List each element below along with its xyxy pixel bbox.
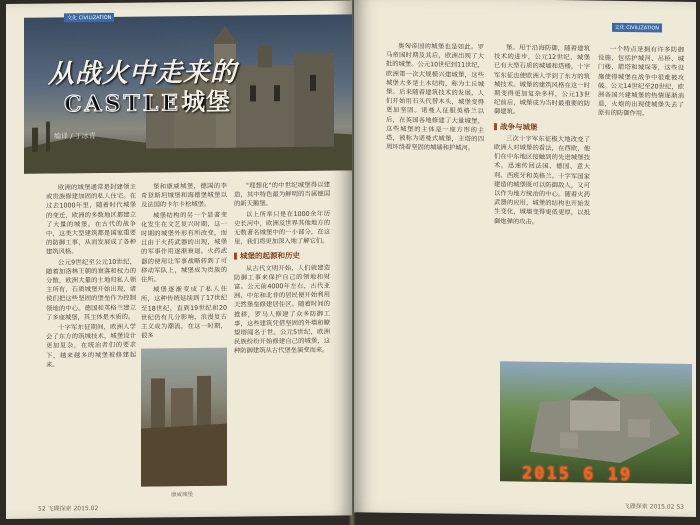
date-stamp: 2015 6 19 [522,463,633,486]
page-folio-right: 飞碟探索 2015.02 53 [623,502,684,511]
paragraph: 城堡结构的另一个显著变化发生在文艺复兴时期，这一时期的城堡外形有所改变，而且由于火药武器的出现，城堡的军事作用逐渐衰退。火药武器的使用让军事战略转到了可移动军队上，城堡成为贵族的住所。 [141,211,227,284]
paragraph: 欧洲的城堡通常是封建领主或贵族修建加固的私人住宅。在过去1000年里，随着时代城堡的变迁，欧洲的多数地区都建立了大量的城堡。在古代的战争中，这类大型建筑都是国家重要的防御工事，从而发展成了各种建筑风格。 [46,183,136,257]
left-column-2 [141,182,227,342]
article-title-line1: 从战火中走来的 [48,57,238,90]
right-column-2 [494,43,590,228]
paragraph: 从古代文明开始，人们就建造防御工事来保护自己的领地和财富。公元前4000年左右，古代亚洲、中东和北非的居民便开始利用天然堡垒修建居住区。随着时间的推移，罗马人修建了众多防御工事，这些建筑凭借坚固的外墙和瞭望塔闻名于世。公元5世纪，欧洲民族纷纷开始修建自己的城堡，这种防御建筑从古代堡垒演变而来。 [234,264,330,356]
title-castle-suffix: 城堡 [181,86,232,117]
article-title-line2 [64,82,231,119]
right-magazine-page [354,0,696,517]
section-heading-war: 战争与城堡 [494,122,590,133]
paragraph: "理想化"的中世纪城堡得以建造，其中特色最为鲜明的当属德国的新天鹅堡。 [234,181,330,209]
paragraph: 堡。用于沿海防御，随着建筑技术的进步，公元12世纪，城堡已有大型石质的城墙和塔楼，十字军东征也使欧洲人学到了东方的筑城技术。城堡的建筑风格在这一时期变得更加复杂多样，公元13世纪前后，城堡成为当时最重要的防御建筑。 [494,44,590,116]
paragraph: 公元9世纪至公元10世纪，随着加洛林王朝的衰落和权力的分散，欧洲大量的土地归私人领主所有，石质城堡开始出现，诸侯们把这些坚固的堡垒作为控制领地的中心。德国和英格兰建立了多座城堡，其主体是木质的。 [46,258,136,322]
paragraph: 堡和康威城堡，德国的李奇登斯坦城堡和海德堡城堡以及法国的卡尔卡松城堡。 [141,182,227,209]
conwy-castle-photo [141,348,227,487]
title-castle-word: CASTLE [64,90,182,118]
left-column-3 [234,181,330,358]
right-column-1 [386,42,484,155]
left-column-1 [46,183,136,371]
paragraph: 三次十字军东征极大地改变了欧洲人对城堡的看法，在西欧，他们在中东地区接触到的先进城堡技术，迅速传回法国、德国、意大利、西班牙和英格兰。十字军国家建造的城堡既可以防御敌人，又可以作为地方统治的中心。随着火药武器的应用，城堡的结构也开始发生变化，城墙变得更低更厚，以抵御炮弹的攻击。 [494,135,590,226]
paragraph: 十字军东征期间，欧洲人学会了东方的筑城技术，城堡设计更加复杂，在统治者们的要求下，越来越多的城堡被修建起来。 [46,323,136,369]
paragraph: 一个特点是拥有许多防御设施，包括护城河、吊桥、城门楼、箭塔和城垛等，这些设施使得城堡在战争中很难被攻破。公元14世纪至20世纪，欧洲各国兴建城堡的热情逐渐消退，火炮的出现使城堡失去了原有的防御作用。 [598,45,684,118]
section-heading-origins: 城堡的起源和历史 [234,251,330,261]
paragraph: 以上所举只是在1000余年历史长河中，欧洲及世界其他地方的无数著名城堡中的一小部分，在这里，我们将更加深入地了解它们。 [234,210,330,246]
section-tag-left: 文化 CIVILIZATION [64,13,114,23]
right-column-3 [598,45,684,121]
page-folio-left: 52 飞碟探索 2015.02 [38,505,99,513]
paragraph: 奥匈帝国的城堡也是如此。罗马帝国时期及其后，欧洲出现了大批的城堡。公元10世纪到11世纪，欧洲第一次大规模兴建城堡，这些城堡大多是土木结构，称为土丘城堡。后来随着建筑技术的发展，人们开始用石头代替木头，城堡变得更加坚固。诺曼人征服英格兰以后，在英国各地修建了大量城堡，这些城堡的主体是一座方形的主塔，被称为诺曼式城堡，主塔的四周环绕着坚固的城墙和护城河。 [386,42,484,153]
section-tag-right: 文化 CIVILIZATION [612,23,662,33]
left-magazine-page [6,0,352,519]
article-credit: 编译 / 丁冰青 [54,132,96,141]
photo-caption: 康威城堡 [171,492,194,499]
paragraph: 城堡逐渐变成了私人住所，这种传统延续到了17世纪至18世纪，直到19世纪和20世纪仍有几分影响，浪漫复古主义成为潮流，在这一时期，很多 [141,285,227,340]
hero-castle-photo [24,14,352,173]
